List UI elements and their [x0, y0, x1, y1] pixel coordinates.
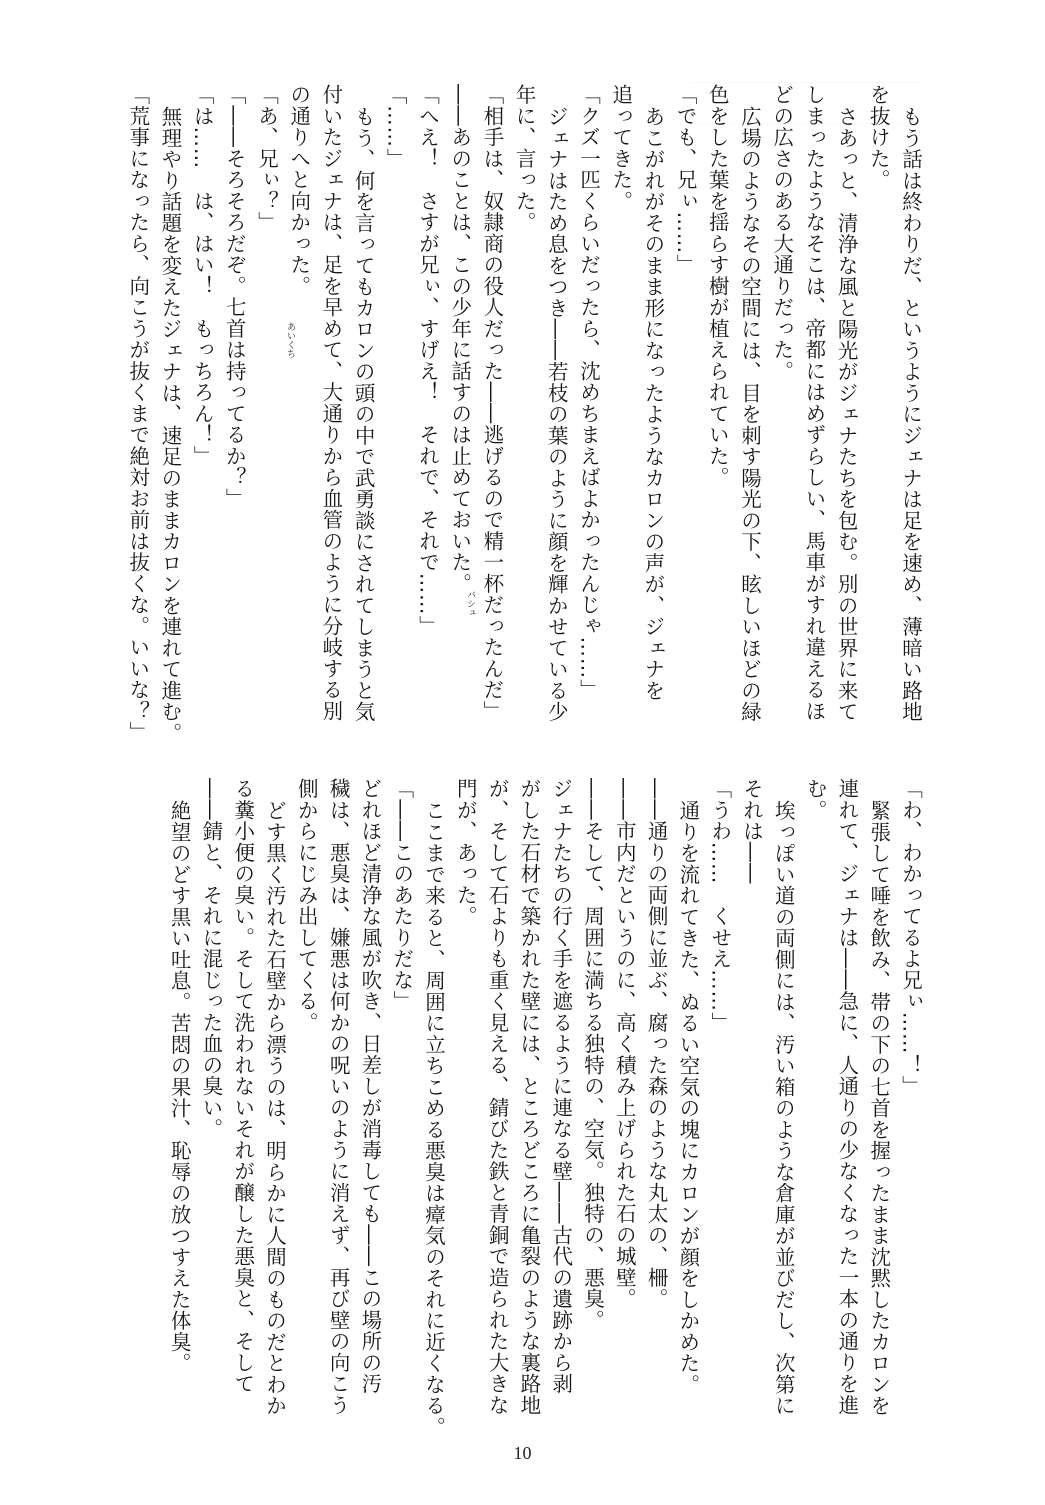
- text-column: 「荒事になったら、向こうが抜くまで絶対お前は抜くな。いいな？」: [125, 84, 150, 743]
- text-column: 「は…… は、はい！ もっちろん！」: [190, 84, 215, 467]
- text-column: 広場のようなその空間には、目を刺す陽光の下、眩しいほどの緑: [737, 106, 762, 723]
- text-column: 無理やり話題を変えたジェナは、速足のままカロンを連れて進む。: [157, 106, 182, 744]
- text-column: 穢は、悪臭は、嫌悪は何かの呪いのように消えず、再び壁の向こう: [326, 778, 351, 1416]
- text-column: 門が、あった。: [453, 778, 478, 927]
- text-column: ジェナたちの行く手を遮るように連なる壁――古代の遺跡から剥: [548, 778, 573, 1395]
- text-column: 通りを流れてきた、ぬるい空気の塊にカロンが顔をしかめた。: [675, 800, 700, 1395]
- text-column: ここまで来ると、周囲に立ちこめる悪臭は瘴気のそれに近くなる。: [421, 800, 446, 1438]
- text-column: 連れて、ジェナは――急に、人通りの少なくなった一本の通りを進: [834, 778, 859, 1416]
- text-column: 「……」: [383, 84, 408, 169]
- text-column: 追ってきた。: [608, 84, 633, 212]
- text-column: 「――このあたりだな」: [389, 778, 414, 1012]
- page-number: 10: [513, 1443, 532, 1463]
- text-column: もう、何を言ってもカロンの頭の中で武勇談にされてしまうと気: [351, 106, 376, 723]
- text-column: ――あのことは、この少年に話すのは止めておいた。: [447, 84, 472, 594]
- text-column: 付いたジェナは、足を早めて、大通りから血管のように分岐する別: [318, 84, 343, 722]
- text-column: 絶望のどす黒い吐息。苦悶の果汁、恥辱の放つすえた体臭。: [167, 800, 192, 1374]
- text-column: 埃っぽい道の両側には、汚い箱のような倉庫が並びだし、次第に: [771, 800, 796, 1417]
- text-column: 年に、言った。: [512, 84, 537, 233]
- text-column: が、そして石よりも重く見える、錆びた鉄と青銅で造られた大きな: [485, 778, 510, 1416]
- text-column: 色をした葉を揺らす樹が植えられていた。: [705, 84, 730, 488]
- text-column: む。: [803, 778, 828, 821]
- text-column: 「わ、わかってるよ兄ぃ……！」: [898, 778, 923, 1097]
- text-column: 「でも、兄ぃ……」: [673, 84, 698, 276]
- text-column: しまったようなそこは、帝都にはめずらしい、馬車がすれ違えるほ: [801, 84, 826, 722]
- text-column: もう話は終わりだ、というようにジェナは足を速め、薄暗い路地: [898, 106, 923, 723]
- text-column: あこがれがそのまま形になったようなカロンの声が、ジェナを: [640, 106, 665, 701]
- text-column: ――そして、周囲に満ちる独特の、空気。独特の、悪臭。: [580, 778, 605, 1331]
- text-column: どれほど清浄な風が吹き、日差しが消毒しても――この場所の汚: [357, 778, 382, 1395]
- text-column: それは――: [739, 778, 764, 885]
- text-column: 「へえ！ さすが兄ぃ、すげえ！ それで、それで……」: [415, 84, 440, 637]
- text-column: を抜けた。: [866, 84, 891, 191]
- text-column: ジェナはため息をつき――若枝の葉のように顔を輝かせている少: [544, 106, 569, 723]
- text-column: る糞小便の臭い。そして洗われないそれが醸した悪臭と、そして: [230, 778, 255, 1395]
- ruby-aikuchi: あいくち: [285, 322, 295, 358]
- text-column: の通りへと向かった。: [286, 84, 311, 297]
- text-column: 「相手は、奴隷商の役人だった――逃げるので精一杯だったんだ」: [479, 84, 504, 722]
- text-column: 「あ、兄ぃ？」: [254, 84, 279, 233]
- text-column: どの広さのある大通りだった。: [769, 84, 794, 382]
- text-column: ――通りの両側に並ぶ、腐った森のような丸太の、柵。: [644, 778, 669, 1310]
- text-column: 「クズ一匹くらいだったら、沈めちまえばよかったんじゃ……」: [576, 84, 601, 701]
- text-column: どす黒く汚れた石壁から漂うのは、明らかに人間のものだとわか: [262, 800, 287, 1417]
- text-column: ――市内だというのに、高く積み上げられた石の城壁。: [612, 778, 637, 1310]
- text-column: 緊張して唾を飲み、帯の下の七首を握ったまま沈黙したカロンを: [866, 800, 891, 1417]
- text-column: がした石材で築かれた壁には、ところどころに亀裂のような裏路地: [516, 778, 541, 1416]
- text-column: さあっと、清浄な風と陽光がジェナたちを包む。別の世界に来て: [834, 106, 859, 723]
- ruby-bashu: バシュ: [465, 590, 475, 617]
- text-column: 「――そろそろだぞ。七首は持ってるか？」: [222, 84, 247, 509]
- text-column: 側からにじみ出してくる。: [294, 778, 319, 1033]
- text-column: ――錆と、それに混じった血の臭い。: [198, 778, 223, 1140]
- text-column: 「うわ…… くせえ……」: [707, 778, 732, 1033]
